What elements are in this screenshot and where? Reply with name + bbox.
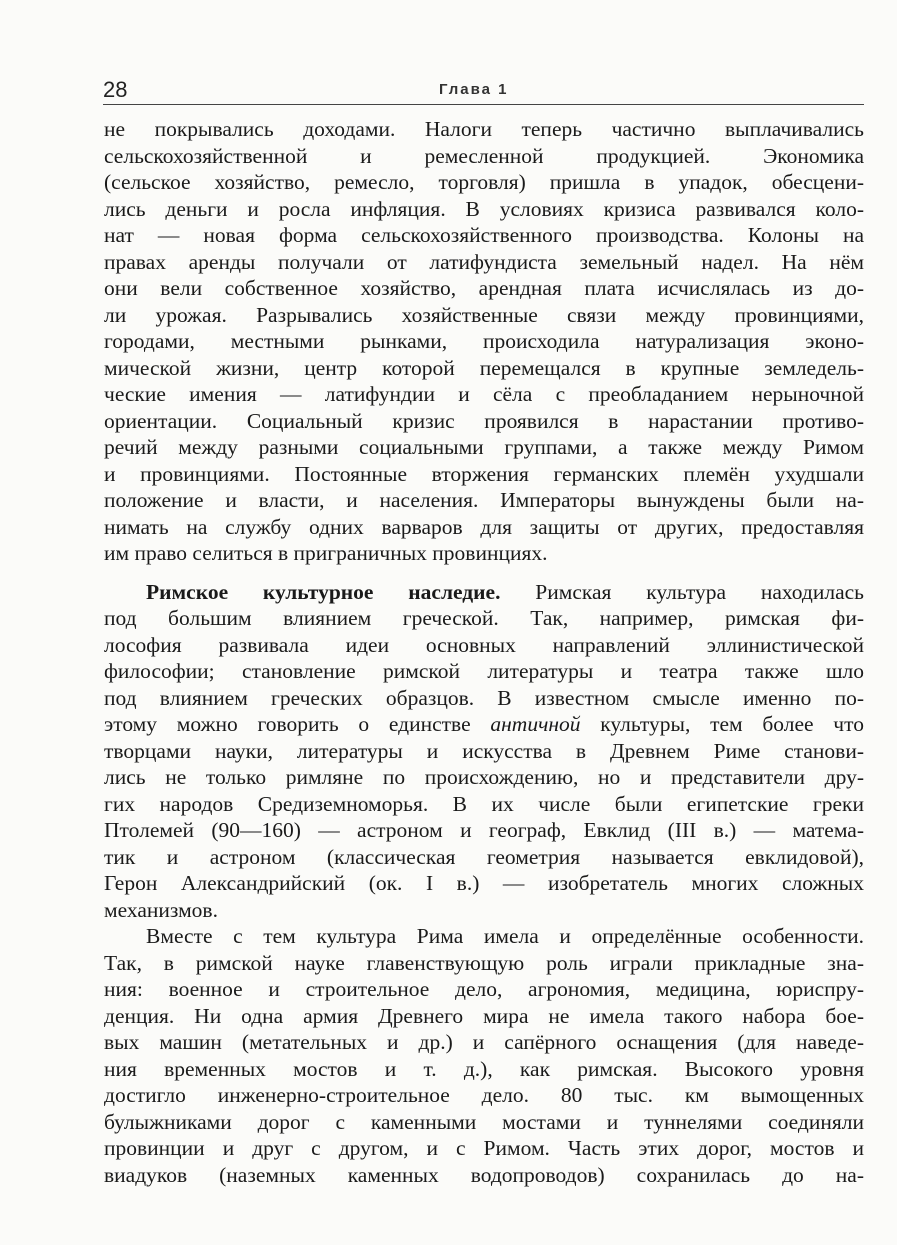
text-line: Птолемей (90—160) — астроном и географ, Евклид (III в.) — матема- bbox=[104, 818, 864, 842]
paragraph-1 bbox=[104, 116, 864, 567]
text-line: положение и власти, и населения. Императоры вынуждены были на- bbox=[104, 488, 864, 512]
text-line: ния: военное и строительное дело, агрономия, медицина, юриспру- bbox=[104, 977, 864, 1001]
text-line: денция. Ни одна армия Древнего мира не имела такого набора бое- bbox=[104, 1003, 864, 1028]
text-line: Так, в римской науке главенствующую роль играли прикладные зна- bbox=[104, 950, 864, 975]
running-header bbox=[103, 78, 863, 102]
text-line: гих народов Средиземноморья. В их числе были египетские греки bbox=[104, 791, 864, 816]
text-line: ли урожая. Разрывались хозяйственные связи между провинциями, bbox=[104, 302, 864, 327]
text-line: ориентации. Социальный кризис проявился в нарастании противо- bbox=[104, 408, 864, 433]
text-line: булыжниками дорог с каменными мостами и туннелями соединяли bbox=[104, 1109, 864, 1134]
text-line: под влиянием греческих образцов. В известном смысле именно по- bbox=[104, 685, 864, 710]
section-heading: Римское культурное наследие. bbox=[146, 579, 501, 604]
text-line: ческие имения — латифундии и сёла с преобладанием нерыночной bbox=[104, 382, 864, 406]
text-fragment: Римская культура находилась bbox=[500, 579, 864, 604]
text-line: правах аренды получали от латифундиста земельный надел. На нём bbox=[104, 249, 864, 274]
text-line: Герон Александрийский (ок. I в.) — изобретатель многих сложных bbox=[104, 871, 864, 895]
header-rule bbox=[103, 104, 864, 105]
text-line: и провинциями. Постоянные вторжения германских племён ухудшали bbox=[104, 461, 864, 486]
text-line: механизмов. bbox=[104, 897, 218, 922]
text-line: тик и астроном (классическая геометрия называется евклидовой), bbox=[104, 844, 864, 869]
page-number: 28 bbox=[103, 77, 128, 102]
chapter-title: Глава 1 bbox=[439, 81, 509, 98]
section-gap bbox=[104, 567, 864, 579]
text-line: философии; становление римской литературы и театра также шло bbox=[104, 659, 864, 683]
text-line: Вместе с тем культура Рима имела и определённые особенности. bbox=[146, 924, 864, 948]
emphasis-word: античной bbox=[490, 712, 581, 736]
text-line: городами, местными рынками, происходила натурализация эконо- bbox=[104, 329, 864, 353]
text-line bbox=[104, 579, 864, 606]
text-line: творцами науки, литературы и искусства в Древнем Риме станови- bbox=[104, 738, 864, 763]
text-line: сельскохозяйственной и ремесленной продукцией. Экономика bbox=[104, 143, 864, 168]
text-line: они вели собственное хозяйство, арендная плата исчислялась из до- bbox=[104, 276, 864, 300]
text-line: нат — новая форма сельскохозяйственного производства. Колоны на bbox=[104, 223, 864, 247]
paragraph-2 bbox=[104, 579, 864, 924]
text-line: провинции и друг с другом, и с Римом. Часть этих дорог, мостов и bbox=[104, 1136, 864, 1160]
text-line: вых машин (метательных и др.) и сапёрного оснащения (для наведе- bbox=[104, 1030, 864, 1054]
text-line: достигло инженерно-строительное дело. 80 тыс. км вымощенных bbox=[104, 1083, 864, 1107]
text-line: лись деньги и росла инфляция. В условиях кризиса развивался коло- bbox=[104, 196, 864, 221]
text-line bbox=[104, 711, 864, 738]
text-line: не покрывались доходами. Налоги теперь частично выплачивались bbox=[104, 117, 864, 141]
text-line: под большим влиянием греческой. Так, например, римская фи- bbox=[104, 606, 864, 630]
text-line: (сельское хозяйство, ремесло, торговля) пришла в упадок, обесцени- bbox=[104, 170, 864, 194]
text-line: речий между разными социальными группами, а также между Римом bbox=[104, 435, 864, 459]
text-fragment: культуры, тем более что bbox=[580, 712, 864, 736]
body-text bbox=[104, 116, 864, 1188]
text-line: лософия развивала идеи основных направлений эллинистической bbox=[104, 632, 864, 657]
text-line: лись не только римляне по происхождению, но и представители дру- bbox=[104, 765, 864, 789]
text-line: виадуков (наземных каменных водопроводов) сохранилась до на- bbox=[104, 1162, 864, 1187]
text-line: мической жизни, центр которой перемещался в крупные земледель- bbox=[104, 355, 864, 380]
text-line: нимать на службу одних варваров для защиты от других, предоставляя bbox=[104, 514, 864, 539]
paragraph-3 bbox=[104, 923, 864, 1188]
text-fragment: этому можно говорить о единстве bbox=[104, 712, 491, 736]
text-line: ния временных мостов и т. д.), как римская. Высокого уровня bbox=[104, 1056, 864, 1081]
text-line: им право селиться в приграничных провинциях. bbox=[104, 541, 548, 565]
